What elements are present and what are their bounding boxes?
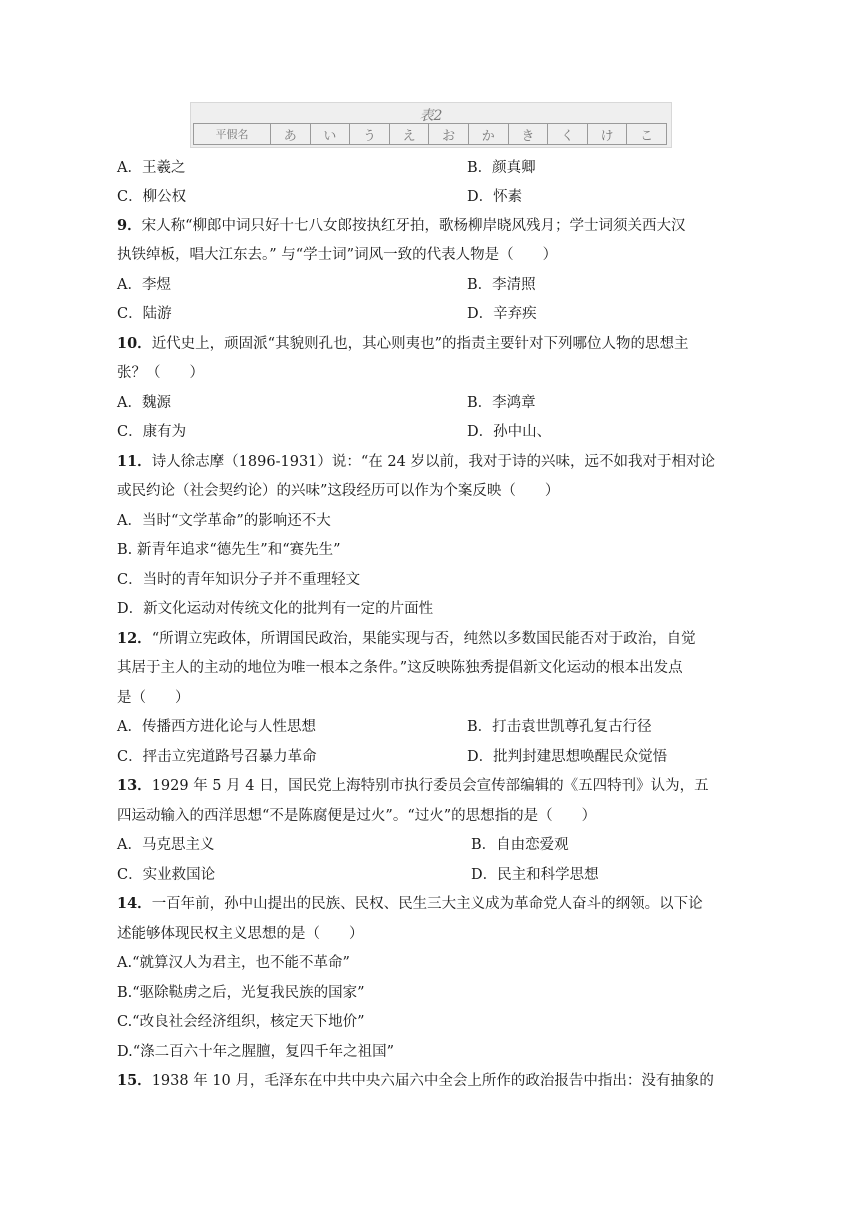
kana-cell: け xyxy=(587,124,627,145)
kana-cell: え xyxy=(389,124,429,145)
q11-option-d: D．新文化运动对传统文化的批判有一定的片面性 xyxy=(117,601,434,617)
q8-option-b: B．颜真卿 xyxy=(467,160,536,176)
q14-stem-line2: 述能够体现民权主义思想的是（ ） xyxy=(117,926,364,942)
kana-cell: く xyxy=(548,124,588,145)
q10-stem-line2: 张？（ ） xyxy=(117,365,204,381)
q14-option-a: A.“就算汉人为君主，也不能不革命” xyxy=(117,955,350,971)
q11-option-b: B. 新青年追求“德先生”和“赛先生” xyxy=(117,542,341,558)
q10-option-c: C．康有为 xyxy=(117,424,187,440)
kana-cell: い xyxy=(310,124,350,145)
q8-option-c: C．柳公权 xyxy=(117,189,187,205)
q8-option-a: A．王羲之 xyxy=(117,160,186,176)
q14-number: 14． xyxy=(117,895,152,912)
kana-table-caption: 表2 xyxy=(419,108,443,124)
q15-number: 15． xyxy=(117,1072,152,1089)
q12-stem-line1: 12．“所谓立宪政体，所谓国民政治，果能实现与否，纯然以多数国民能否对于政治，自觉 xyxy=(117,630,696,647)
q11-option-a: A．当时“文学革命”的影响还不大 xyxy=(117,513,331,529)
q12-option-d: D．批判封建思想唤醒民众觉悟 xyxy=(467,749,668,765)
q10-stem-line1: 10．近代史上，顽固派“其貌则孔也，其心则夷也”的指责主要针对下列哪位人物的思想主 xyxy=(117,335,689,352)
kana-table xyxy=(193,123,667,145)
q14-stem-line1: 14．一百年前，孙中山提出的民族、民权、民生三大主义成为革命党人奋斗的纲领。以下论 xyxy=(117,895,703,912)
q10-option-a: A．魏源 xyxy=(117,395,171,411)
q10-option-d: D．孙中山、 xyxy=(467,424,552,440)
q13-option-c: C．实业救国论 xyxy=(117,867,216,883)
q12-option-a: A．传播西方进化论与人性思想 xyxy=(117,719,316,735)
kana-cell: か xyxy=(468,124,508,145)
q12-stem-line2: 其居于主人的主动的地位为唯一根本之条件。”这反映陈独秀提倡新文化运动的根本出发点 xyxy=(117,660,683,676)
kana-table-image xyxy=(190,102,672,148)
kana-cell: こ xyxy=(627,124,667,145)
q10-option-b: B．李鸿章 xyxy=(467,395,536,411)
q9-stem-line1: 9．宋人称“柳郎中词只好十七八女郎按执红牙拍，歌杨柳岸晓风残月；学士词须关西大汉 xyxy=(117,217,686,234)
q11-stem-line2: 或民约论（社会契约论）的兴味”这段经历可以作为个案反映（ ） xyxy=(117,483,560,499)
q9-option-c: C．陆游 xyxy=(117,306,172,322)
q12-option-b: B．打击袁世凯尊孔复古行径 xyxy=(467,719,652,735)
kana-cell: う xyxy=(350,124,390,145)
q9-number: 9． xyxy=(117,217,142,234)
q13-stem-line1: 13．1929 年 5 月 4 日，国民党上海特别市执行委员会宣传部编辑的《五四特刊》认为，五 xyxy=(117,777,709,794)
q11-number: 11． xyxy=(117,453,152,470)
q12-option-c: C．抨击立宪道路号召暴力革命 xyxy=(117,749,317,765)
q14-option-d: D.“涤二百六十年之腥膻，复四千年之祖国” xyxy=(117,1044,395,1060)
q10-number: 10． xyxy=(117,335,152,352)
q15-stem-line1: 15．1938 年 10 月，毛泽东在中共中央六届六中全会上所作的政治报告中指出：没有抽象的 xyxy=(117,1072,714,1089)
kana-cell: お xyxy=(429,124,469,145)
q13-option-d: D．民主和科学思想 xyxy=(471,867,599,883)
q11-stem-line1: 11．诗人徐志摩（1896-1931）说：“在 24 岁以前，我对于诗的兴味，远不如我对于相对论 xyxy=(117,453,715,470)
q9-option-a: A．李煜 xyxy=(117,277,171,293)
q9-option-d: D．辛弃疾 xyxy=(467,306,537,322)
q14-option-b: B.“驱除鞑虏之后，光复我民族的国家” xyxy=(117,985,365,1001)
q12-number: 12． xyxy=(117,630,152,647)
kana-cell: き xyxy=(508,124,548,145)
q9-stem-line2: 执铁绰板，唱大江东去。” 与“学士词”词风一致的代表人物是（ ） xyxy=(117,247,558,263)
q13-stem-line2: 四运动输入的西洋思想“不是陈腐便是过火”。“过火”的思想指的是（ ） xyxy=(117,808,597,824)
kana-table-header: 平假名 xyxy=(194,124,271,145)
q13-number: 13． xyxy=(117,777,152,794)
q13-option-a: A．马克思主义 xyxy=(117,837,215,853)
q12-stem-line3: 是（ ） xyxy=(117,690,190,706)
q11-option-c: C．当时的青年知识分子并不重理轻文 xyxy=(117,572,361,588)
q9-option-b: B．李清照 xyxy=(467,277,536,293)
q13-option-b: B．自由恋爱观 xyxy=(471,837,569,853)
kana-cell: あ xyxy=(271,124,311,145)
q14-option-c: C.“改良社会经济组织，核定天下地价” xyxy=(117,1014,365,1030)
q8-option-d: D．怀素 xyxy=(467,189,523,205)
